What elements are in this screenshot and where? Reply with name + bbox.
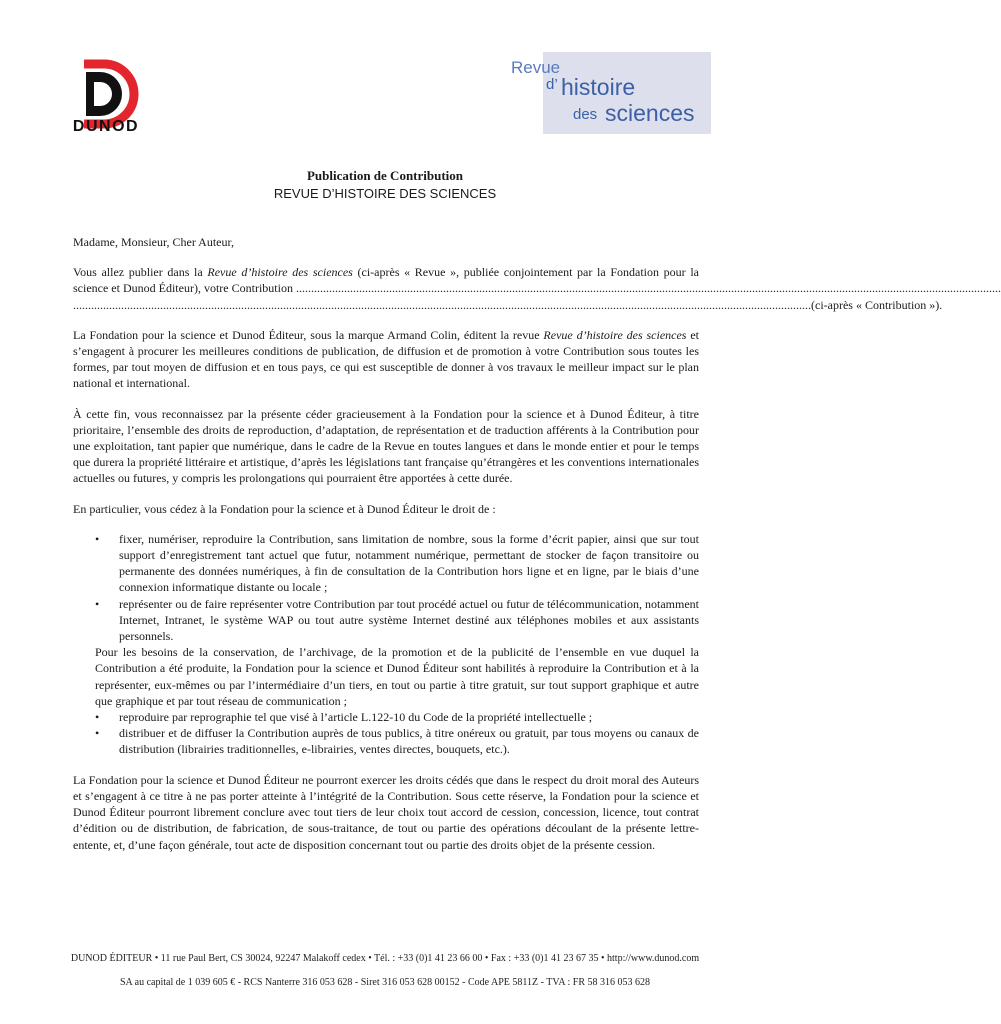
document-title: Publication de Contribution: [306, 168, 464, 183]
document-subtitle: REVUE D’HISTOIRE DES SCIENCES: [273, 186, 497, 201]
bullet-icon: •: [95, 710, 100, 725]
publishers-journal-name: Revue d’histoire des sciences: [543, 327, 687, 342]
rights-list-b: [73, 709, 699, 758]
document-body: [73, 234, 1001, 867]
footer-address: DUNOD ÉDITEUR • 11 rue Paul Bert, CS 30024, 92247 Malakoff cedex • Tél. : +33 (0)1 41 23 66 00 • Fax : +33 (0)1 41 23 67 35 • http://www.dunod.com: [70, 953, 700, 964]
list-item: [95, 596, 699, 645]
paragraph-rights-intro: En particulier, vous cédez à la Fondation pour la science et à Dunod Éditeur le droit de :: [73, 501, 496, 516]
intro-text-1: Vous allez publier dans la: [73, 265, 208, 280]
intro-journal-name: Revue d’histoire des sciences: [207, 265, 353, 280]
intro-text-2: (ci-après « Revue », publiée conjointement par la Fondation pour la science et Dunod Éditeur), votre Contribution: [73, 265, 699, 296]
badge-word-sciences: sciences: [605, 100, 695, 126]
bullet-icon: •: [95, 531, 100, 546]
publishers-text-1: La Fondation pour la science et Dunod Éditeur, sous la marque Armand Colin, éditent la revue: [73, 327, 544, 342]
list-item-text: fixer, numériser, reproduire la Contribution, sans limitation de nombre, sous la forme d’écrit papier, ainsi que sur tout support d’enregistrement tant actuel que futur, notamment numérique, permettant de stocker de façon transitoire ou permanente des données numériques, à fin de consultation de la Contribution hors ligne et en ligne, par le biais d’une connexion informatique distante ou locale ;: [119, 531, 699, 595]
publisher-logo-text: DUNOD: [72, 118, 140, 135]
list-item-text: distribuer et de diffuser la Contribution auprès de tous publics, à titre onéreux ou gratuit, par tous moyens ou canaux de distribution (librairies traditionnelles, e-librairies, ventes directes, bouquets, etc.).: [119, 726, 699, 757]
publishers-text-2: et s’engagent à procurer les meilleures conditions de publication, de diffusion et de promotion à votre Contribution sous toutes les formes, par tout moyen de diffusion et en tous pays, ce qui est susceptible de donner à vos travaux le meilleur impact sur le plan national et international.: [73, 327, 699, 391]
paragraph-publishers: [73, 327, 699, 392]
list-item-text: reproduire par reprographie tel que visé à l’article L.122-10 du Code de la propriété intellectuelle ;: [119, 710, 593, 725]
contribution-blank-1: ...........................................................................................................................................................................................................................................: [295, 281, 1001, 296]
contribution-blank-2: ......................................................................................................................................................................................................................................................: [73, 297, 811, 312]
journal-badge: [511, 52, 711, 134]
list-item-text: représenter ou de faire représenter votre Contribution par tout procédé actuel ou futur de télécommunication, notamment Internet, Intranet, le système WAP ou tout autre système Internet destiné aux téléphones mobiles et aux assistants personnels.: [119, 596, 699, 644]
footer-legal: SA au capital de 1 039 605 € - RCS Nanterre 316 053 628 - Siret 316 053 628 00152 - Code APE 5811Z - TVA : FR 58 316 053 628: [119, 977, 651, 988]
list-item: [95, 531, 699, 596]
list-item: [95, 725, 699, 757]
contribution-blank-ending: (ci-après « Contribution »).: [811, 297, 943, 312]
bullet-icon: •: [95, 726, 100, 741]
contribution-blank-row: [73, 297, 943, 313]
paragraph-moral-rights: La Fondation pour la science et Dunod Éditeur ne pourront exercer les droits cédés que dans le respect du droit moral des Auteurs et s’engagent à ce titre à ne pas porter atteinte à l’intégrité de la Contribution. Sous cette réserve, la Fondation pour la science et Dunod Éditeur pourront librement conclure avec tout tiers de leur choix tout accord de cession, concession, licence, tout contrat d’édition ou de distribution, de fabrication, de sous-traitance, de tout ou partie des opérations découlant de la présente lettre-entente, et, d’une façon générale, tout acte de disposition concernant tout ou partie des droits objet de la présente cession.: [73, 772, 699, 852]
archive-paragraph: Pour les besoins de la conservation, de l’archivage, de la promotion et de la publicité de l’ensemble en vue duquel la Contribution a été produite, la Fondation pour la science et Dunod Éditeur sont habilités à reproduire la Contribution et à la représenter, eux-mêmes ou par l’intermédiaire d’un tiers, en tout ou partie à titre gratuit, sur tout support graphique et autre que graphique et par tout réseau de communication ;: [95, 645, 699, 708]
salutation: Madame, Monsieur, Cher Auteur,: [73, 235, 235, 249]
badge-word-des: des: [573, 106, 598, 123]
badge-word-revue: Revue: [511, 58, 561, 77]
paragraph-intro: [73, 264, 1001, 296]
bullet-icon: •: [95, 596, 100, 611]
rights-list-a: [73, 531, 699, 644]
badge-word-histoire: histoire: [561, 74, 636, 100]
paragraph-rights-assignment: À cette fin, vous reconnaissez par la présente céder gracieusement à la Fondation pour la science et à Dunod Éditeur, à titre prioritaire, l’ensemble des droits de reproduction, d’adaptation, de représentation et de traduction afférents à la Contribution pour une exploitation, tant papier que numérique, dans le cadre de la Revue en toutes langues et dans le monde entier et pour le temps que durera la propriété littéraire et artistique, d’après les législations tant française qu’étrangères et les conventions internationales actuelles ou futures, y compris les prolongations qui pourraient être apportées à cette durée.: [73, 406, 699, 486]
badge-word-d: d’: [546, 76, 558, 93]
list-item: [95, 709, 699, 725]
